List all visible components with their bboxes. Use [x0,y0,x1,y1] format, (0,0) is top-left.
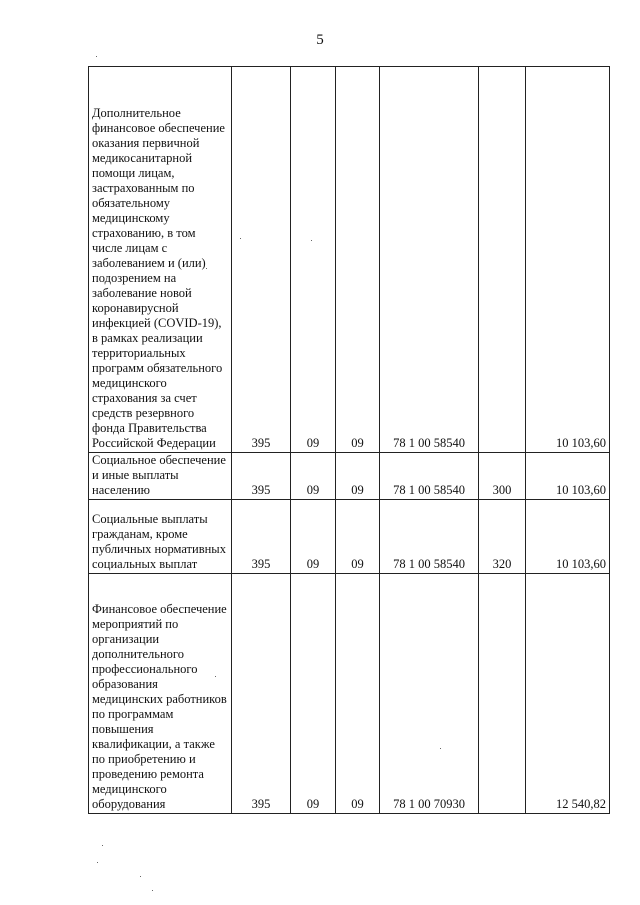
row-name: Дополнительное финансовое обеспечение оказания первичной медикосанитарной помощи лицам, застрахованным по обязательному медицинскому страхованию, в том числе лицам с заболеванием и (или) подозрением на заболевание новой коронавирусной инфекцией (COVID-19), в рамках реализации территориальных программ обязательного медицинского страхования за счет средств резервного фонда Правительства Российской Федерации [89,67,232,453]
scan-speck [96,56,97,57]
budget-table [88,66,610,814]
table-row [89,500,610,574]
scan-speck [102,845,103,846]
scan-speck [440,748,441,749]
scan-speck [152,890,153,891]
row-subsection: 09 [336,453,380,500]
row-code: 395 [232,500,291,574]
page-number: 5 [316,32,324,48]
row-code: 395 [232,453,291,500]
row-target-article: 78 1 00 58540 [380,67,479,453]
scan-speck [311,240,312,241]
row-name: Социальные выплаты гражданам, кроме публичных нормативных социальных выплат [89,500,232,574]
table-row [89,574,610,814]
row-section: 09 [291,500,336,574]
row-code: 395 [232,574,291,814]
row-expense-type: 320 [479,500,526,574]
scan-speck [97,862,98,863]
row-target-article: 78 1 00 70930 [380,574,479,814]
row-amount: 10 103,60 [526,67,610,453]
row-amount: 10 103,60 [526,453,610,500]
row-subsection: 09 [336,574,380,814]
row-section: 09 [291,67,336,453]
row-expense-type: 300 [479,453,526,500]
row-section: 09 [291,574,336,814]
row-expense-type [479,574,526,814]
row-amount: 12 540,82 [526,574,610,814]
scan-speck [140,876,141,877]
row-target-article: 78 1 00 58540 [380,500,479,574]
row-target-article: 78 1 00 58540 [380,453,479,500]
row-amount: 10 103,60 [526,500,610,574]
row-subsection: 09 [336,67,380,453]
table-row [89,453,610,500]
scan-speck [240,238,241,239]
row-name: Социальное обеспечение и иные выплаты населению [89,453,232,500]
row-section: 09 [291,453,336,500]
row-name: Финансовое обеспечение мероприятий по организации дополнительного профессионального образования медицинских работников по программам повышения квалификации, а также по приобретению и проведению ремонта медицинского оборудования [89,574,232,814]
scan-speck [215,676,216,677]
scan-speck [206,268,207,269]
table-row [89,67,610,453]
row-subsection: 09 [336,500,380,574]
row-expense-type [479,67,526,453]
row-code: 395 [232,67,291,453]
